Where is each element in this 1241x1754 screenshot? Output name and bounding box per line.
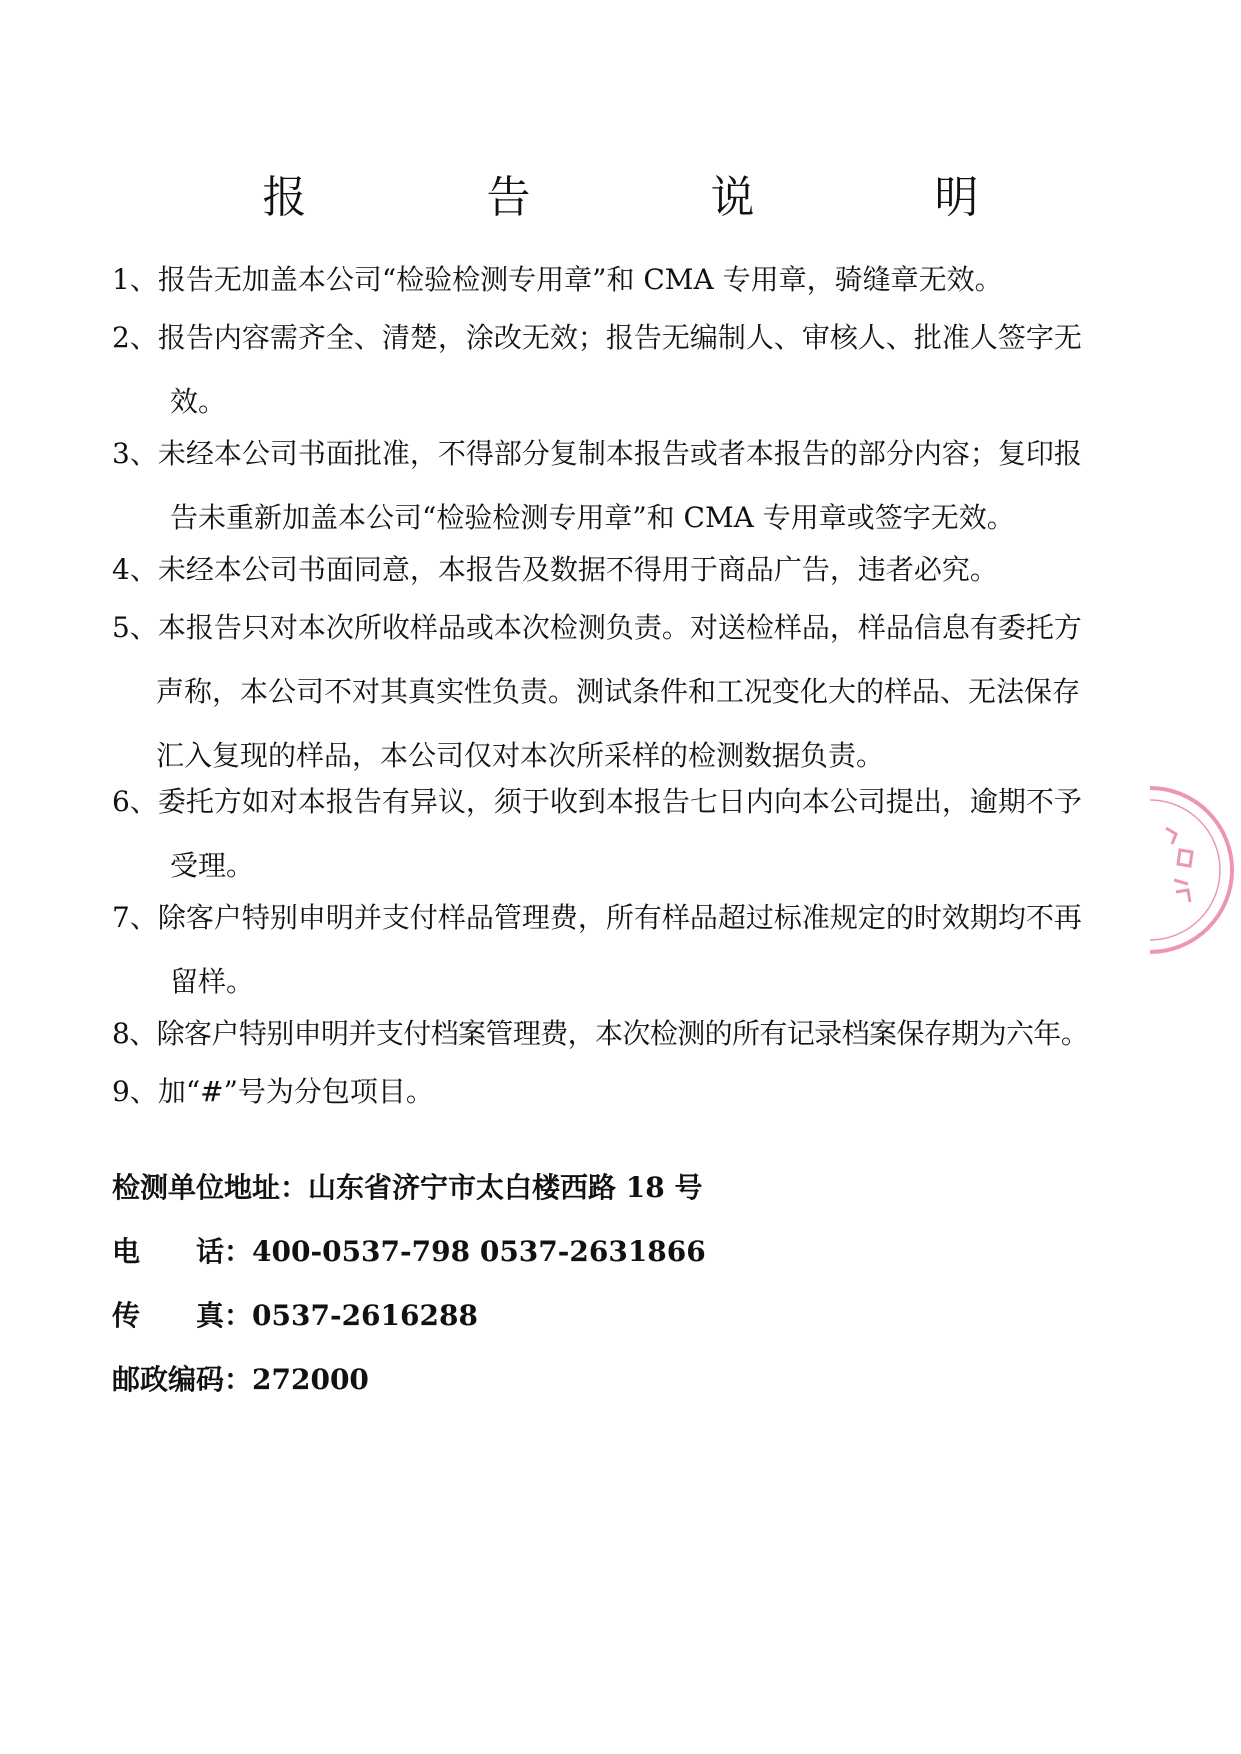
note-text: 报告内容需齐全、清楚，涂改无效；报告无编制人、审核人、批准人签字无 [157,321,1082,354]
note-text-cont: 受理。 [170,849,255,882]
contact-address [112,1168,702,1208]
note-item-5 [112,596,1122,788]
note-text: 加“#”号为分包项目。 [157,1075,434,1108]
note-item-2 [112,306,1122,434]
page-title: 报 告 说 明 [262,172,1047,223]
note-text: 未经本公司书面同意，本报告及数据不得用于商品广告，违者必究。 [157,553,998,586]
note-text-cont: 声称，本公司不对其真实性负责。测试条件和工况变化大的样品、无法保存 [156,675,1081,708]
fax-label: 传 真： [112,1299,253,1332]
postcode-label: 邮政编码： [112,1363,253,1396]
note-item-9 [112,1060,1122,1124]
seal-glyphs [1166,828,1192,902]
note-text: 未经本公司书面批准，不得部分复制本报告或者本报告的部分内容；复印报 [157,437,1082,470]
fax-value: 0537-2616288 [252,1299,478,1332]
note-text-cont: 效。 [170,385,227,418]
note-number: 3、 [112,437,158,470]
seal-inner-ring [1150,800,1220,940]
note-item-3 [112,422,1122,550]
note-number: 6、 [112,785,158,818]
note-text-cont: 留样。 [170,965,255,998]
postcode-value: 272000 [252,1363,369,1396]
note-number: 8、 [112,1017,157,1050]
phone-value: 400-0537-798 0537-2631866 [252,1235,706,1268]
note-text-cont: 汇入复现的样品，本公司仅对本次所采样的检测数据负责。 [156,739,885,772]
address-label: 检测单位地址： [112,1171,309,1204]
note-text: 报告无加盖本公司“检验检测专用章”和 CMA 专用章，骑缝章无效。 [157,263,1003,296]
note-item-1 [112,248,1122,312]
note-number: 2、 [112,321,158,354]
note-text: 除客户特别申明并支付样品管理费，所有样品超过标准规定的时效期均不再 [157,901,1082,934]
note-number: 1、 [112,263,158,296]
note-text: 除客户特别申明并支付档案管理费，本次检测的所有记录档案保存期为六年。 [156,1017,1089,1050]
address-value: 山东省济宁市太白楼西路 18 号 [308,1171,703,1204]
note-number: 7、 [112,901,158,934]
note-item-7 [112,886,1122,1014]
phone-label: 电 话： [112,1235,253,1268]
contact-fax [112,1296,478,1336]
note-text: 本报告只对本次所收样品或本次检测负责。对送检样品，样品信息有委托方 [157,611,1082,644]
note-item-6 [112,770,1122,898]
note-text: 委托方如对本报告有异议，须于收到本报告七日内向本公司提出，逾期不予 [157,785,1082,818]
note-item-8 [112,1002,1122,1066]
seal-stamp-icon [1150,770,1241,970]
contact-postcode [112,1360,369,1400]
contact-phone [112,1232,706,1272]
note-number: 5、 [112,611,158,644]
note-number: 9、 [112,1075,158,1108]
note-item-4 [112,538,1122,602]
note-text-cont: 告未重新加盖本公司“检验检测专用章”和 CMA 专用章或签字无效。 [170,501,1015,534]
note-number: 4、 [112,553,158,586]
